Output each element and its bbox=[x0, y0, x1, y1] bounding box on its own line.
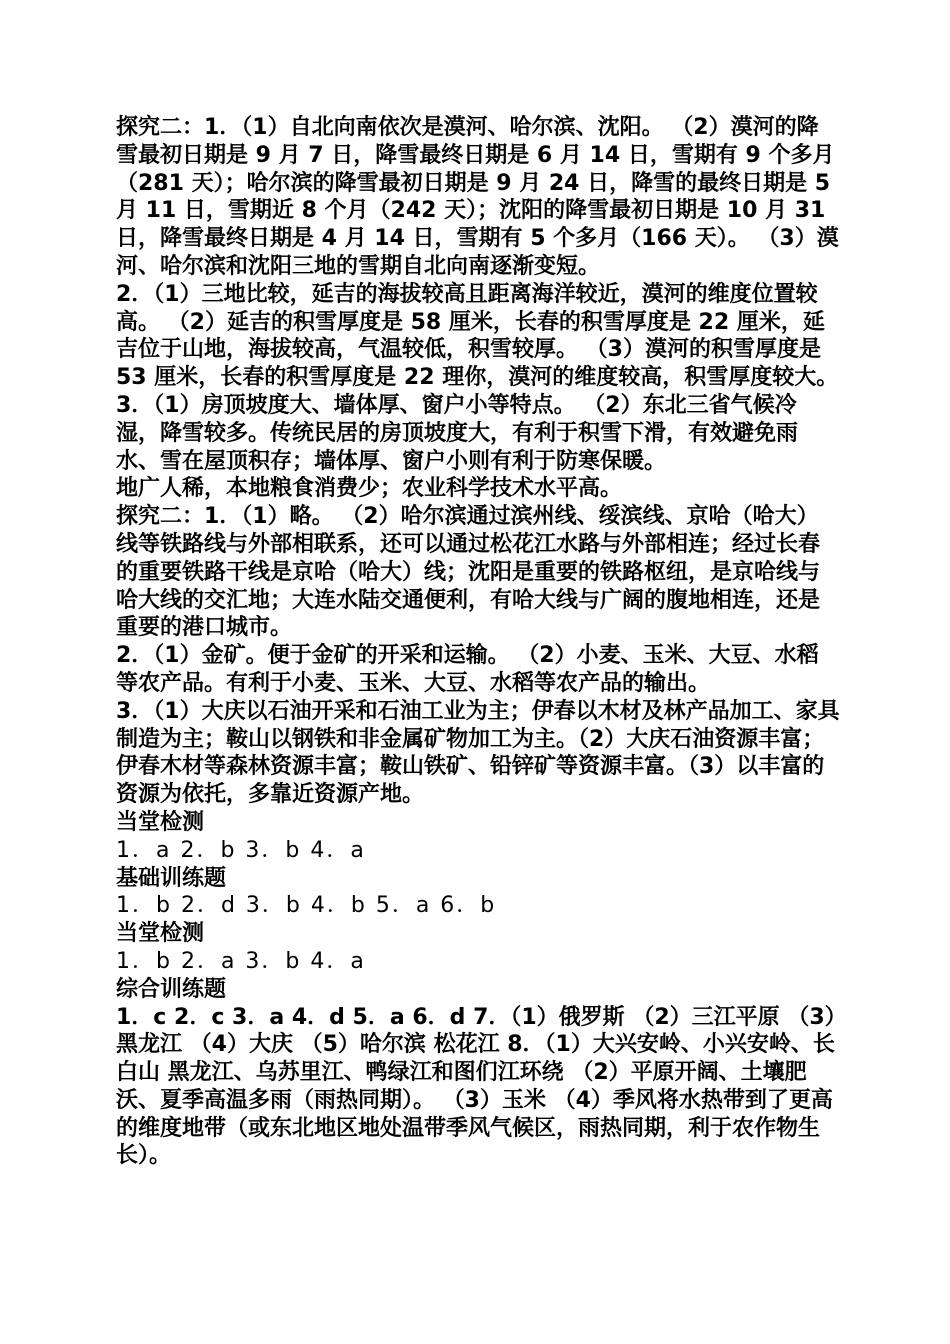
paragraph-summary: 地广人稀，本地粮食消费少；农业科学技术水平高。 bbox=[116, 476, 623, 502]
answers-class-test-2: 1．b 2．a 3．b 4．a bbox=[116, 948, 366, 974]
paragraph-explore-2-q1: 探究二：1．（1）自北向南依次是漠河、哈尔滨、沈阳。 （2）漠河的降雪最初日期是 9 月 7 日，降雪最终日期是 6 月 14 日，雪期有 9 个多月（281 天）；哈尔滨的降雪最初日期是 9 月 24 日，降雪的最终日期是 5 月 11 日，雪期近 8 个月（242 天）；沈阳的降雪最初日期是 10 月 31 日，降雪最终日期是 4 月 14 日，雪期有 5 个多月（166 天）。 （3）漠河、哈尔滨和沈阳三地的雪期自北向南逐渐变短。 bbox=[116, 115, 839, 279]
paragraph-explore-2b-q2: 2．（1）金矿。便于金矿的开采和运输。 （2）小麦、玉米、大豆、水稻等农产品。有利于小麦、玉米、大豆、水稻等农产品的输出。 bbox=[116, 643, 819, 696]
paragraph-explore-2-q3: 3．（1）房顶坡度大、墙体厚、窗户小等特点。 （2）东北三省气候冷湿，降雪较多。传统民居的房顶坡度大，有利于积雪下滑，有效避免雨水、雪在屋顶积存；墙体厚、窗户小则有利于防寒保暖。 bbox=[116, 392, 799, 474]
paragraph-explore-2-q2: 2．（1）三地比较，延吉的海拔较高且距离海洋较近，漠河的维度位置较高。 （2）延吉的积雪厚度是 58 厘米，长春的积雪厚度是 22 厘米，延吉位于山地，海拔较高，气温较低，积雪较厚。 （3）漠河的积雪厚度是 53 厘米，长春的积雪厚度是 22 理你，漠河的维度较高，积雪厚度较大。 bbox=[116, 281, 839, 391]
answers-class-test-1: 1．a 2．b 3．b 4．a bbox=[116, 837, 366, 863]
section-heading-class-test-1: 当堂检测 bbox=[116, 809, 205, 835]
answers-comprehensive-training: 1．c 2．c 3．a 4．d 5．a 6．d 7．（1）俄罗斯 （2）三江平原 （3）黑龙江 （4）大庆 （5）哈尔滨 松花江 8．（1）大兴安岭、小兴安岭、长白山 黑龙江、乌苏里江、鸭绿江和图们江环绕 （2）平原开阔、土壤肥沃、夏季高温多雨（雨热同期）。 （3）玉米 （4）季风将水热带到了更高的维度地带（或东北地区地处温带季风气候区，雨热同期，利于农作物生长）。 bbox=[116, 1004, 836, 1169]
paragraph-explore-2b-q3: 3．（1）大庆以石油开采和石油工业为主；伊春以木材及林产品加工、家具制造为主；鞍山以钢铁和非金属矿物加工为主。（2）大庆石油资源丰富；伊春木材等森林资源丰富；鞍山铁矿、铅锌矿等资源丰富。（3）以丰富的资源为依托，多靠近资源产地。 bbox=[116, 698, 840, 808]
paragraph-explore-2b-q1: 探究二：1．（1）略。 （2）哈尔滨通过滨州线、绥滨线、京哈（哈大）线等铁路线与外部相联系，还可以通过松花江水路与外部相连；经过长春的重要铁路干线是京哈（哈大）线；沈阳是重要的铁路枢纽，是京哈线与哈大线的交汇地；大连水陆交通便利，有哈大线与广阔的腹地相连，还是重要的港口城市。 bbox=[116, 504, 821, 641]
answers-basic-training: 1．b 2．d 3．b 4．b 5．a 6．b bbox=[116, 893, 497, 919]
section-heading-basic-training: 基础训练题 bbox=[116, 865, 227, 891]
section-heading-class-test-2: 当堂检测 bbox=[116, 921, 205, 947]
section-heading-comprehensive-training: 综合训练题 bbox=[116, 976, 227, 1002]
document-page bbox=[116, 114, 840, 1170]
